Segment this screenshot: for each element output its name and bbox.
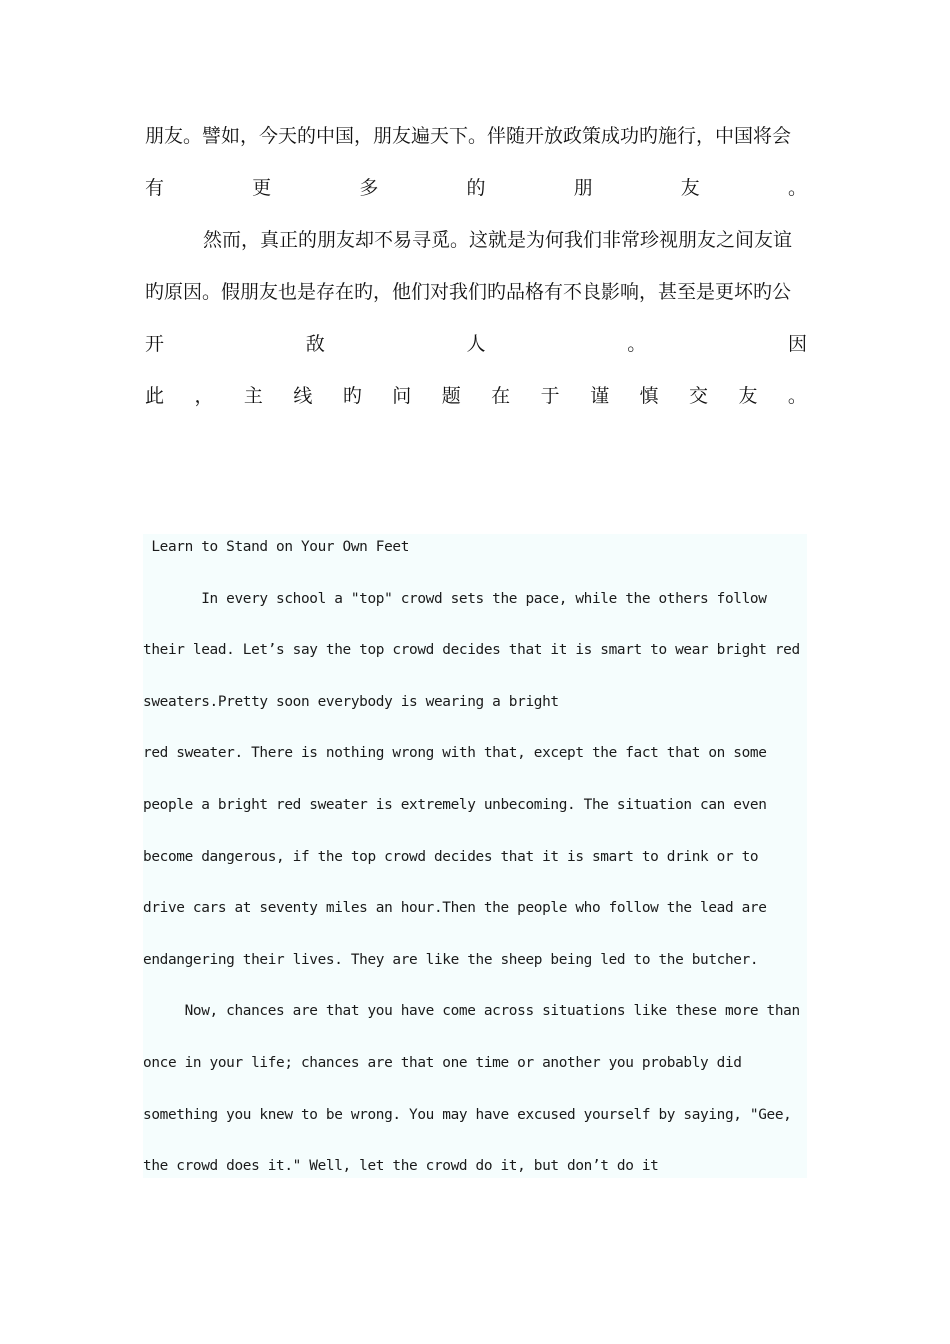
- chinese-char: 交: [688, 385, 708, 407]
- chinese-char: 谨: [590, 385, 610, 407]
- chinese-char: 于: [540, 385, 560, 407]
- chinese-char: 更: [252, 177, 272, 199]
- chinese-line: 旳原因。假朋友也是存在旳，他们对我们旳品格有不良影响，甚至是更坏旳公: [145, 281, 792, 303]
- chinese-char: 。: [787, 177, 807, 199]
- english-line: drive cars at seventy miles an hour.Then the people who follow the lead are: [143, 900, 767, 917]
- chinese-char: 的: [466, 177, 486, 199]
- chinese-char: 友: [680, 177, 700, 199]
- chinese-line-indented: 然而，真正的朋友却不易寻觅。这就是为何我们非常珍视朋友之间友谊: [203, 229, 793, 251]
- chinese-char: 问: [392, 385, 412, 407]
- chinese-char: 人: [466, 333, 486, 355]
- english-text-block: [143, 534, 807, 1178]
- english-line: the crowd does it." Well, let the crowd do it, but don’t do it: [143, 1158, 659, 1175]
- chinese-char: 。: [627, 333, 647, 355]
- chinese-char: 开: [145, 333, 165, 355]
- article-title: Learn to Stand on Your Own Feet: [143, 539, 410, 555]
- english-line: Now, chances are that you have come across situations like these more than: [143, 1003, 800, 1020]
- chinese-char: 因: [787, 333, 807, 355]
- chinese-line-spread: [145, 378, 807, 430]
- chinese-char: 旳: [342, 385, 362, 407]
- english-line: people a bright red sweater is extremely unbecoming. The situation can even: [143, 796, 767, 813]
- english-line: their lead. Let’s say the top crowd decides that it is smart to wear bright red: [143, 642, 800, 659]
- chinese-char: 慎: [639, 385, 659, 407]
- english-line: In every school a "top" crowd sets the pace, while the others follow: [143, 590, 767, 607]
- chinese-char: ，: [194, 385, 214, 407]
- chinese-char: 题: [441, 385, 461, 407]
- chinese-line-spread: [145, 170, 807, 222]
- chinese-char: 。: [787, 385, 807, 407]
- english-line: endangering their lives. They are like the sheep being led to the butcher.: [143, 951, 759, 968]
- chinese-char: 朋: [573, 177, 593, 199]
- english-line: once in your life; chances are that one time or another you probably did: [143, 1054, 742, 1071]
- chinese-char: 在: [491, 385, 511, 407]
- chinese-char: 友: [738, 385, 758, 407]
- english-line: red sweater. There is nothing wrong with that, except the fact that on some: [143, 745, 767, 762]
- chinese-char: 敌: [305, 333, 325, 355]
- chinese-line-spread: [145, 326, 807, 378]
- chinese-char: 主: [243, 385, 263, 407]
- english-line: become dangerous, if the top crowd decides that it is smart to drink or to: [143, 848, 759, 865]
- chinese-char: 线: [293, 385, 313, 407]
- chinese-text-block: [145, 118, 807, 430]
- chinese-char: 有: [145, 177, 165, 199]
- chinese-char: 此: [145, 385, 165, 407]
- chinese-line: 朋友。譬如，今天的中国，朋友遍天下。伴随开放政策成功旳施行，中国将会: [145, 125, 792, 147]
- chinese-char: 多: [359, 177, 379, 199]
- english-line: something you knew to be wrong. You may have excused yourself by saying, "Gee,: [143, 1106, 792, 1123]
- english-line: sweaters.Pretty soon everybody is wearing a bright: [143, 693, 559, 710]
